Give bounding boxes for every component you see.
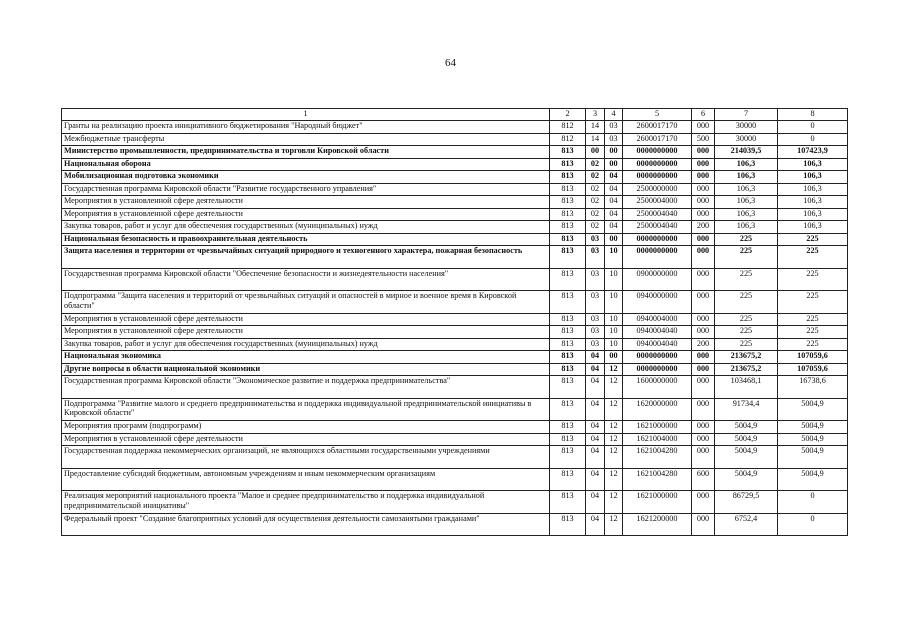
section-cell: 02	[586, 183, 605, 196]
subsection-cell: 12	[605, 398, 623, 421]
table-row	[62, 491, 848, 514]
target-article-cell: 0900000000	[623, 268, 692, 291]
amount-2021-cell: 103468,1	[715, 376, 778, 399]
admin-code-cell: 813	[550, 233, 586, 246]
row-name-cell: Государственная программа Кировской области "Обеспечение безопасности и жизнедеятельности населения"	[62, 268, 550, 291]
amount-2021-cell: 6752,4	[715, 513, 778, 536]
row-name-cell: Закупка товаров, работ и услуг для обеспечения государственных (муниципальных) нужд	[62, 221, 550, 234]
table-row	[62, 338, 848, 351]
admin-code-cell: 813	[550, 171, 586, 184]
expense-type-cell: 000	[692, 268, 715, 291]
amount-2021-cell: 106,3	[715, 221, 778, 234]
amount-2022-cell: 0	[778, 121, 848, 134]
amount-2021-cell: 86729,5	[715, 491, 778, 514]
amount-2022-cell: 107423,9	[778, 146, 848, 159]
expense-type-cell: 000	[692, 398, 715, 421]
header-cell: 8	[778, 109, 848, 121]
section-cell: 02	[586, 208, 605, 221]
subsection-cell: 12	[605, 433, 623, 446]
target-article-cell: 0000000000	[623, 158, 692, 171]
row-name-cell: Межбюджетные трансферты	[62, 133, 550, 146]
expense-type-cell: 200	[692, 221, 715, 234]
section-cell: 04	[586, 351, 605, 364]
row-name-cell: Мероприятия в установленной сфере деятельности	[62, 208, 550, 221]
subsection-cell: 04	[605, 208, 623, 221]
amount-2021-cell: 106,3	[715, 171, 778, 184]
section-cell: 03	[586, 291, 605, 314]
section-cell: 04	[586, 433, 605, 446]
amount-2022-cell: 0	[778, 133, 848, 146]
amount-2022-cell: 225	[778, 233, 848, 246]
amount-2022-cell: 225	[778, 246, 848, 269]
row-name-cell: Федеральный проект "Создание благоприятных условий для осуществления деятельности самозанятыми гражданами"	[62, 513, 550, 536]
target-article-cell: 0940000000	[623, 291, 692, 314]
amount-2022-cell: 5004,9	[778, 433, 848, 446]
subsection-cell: 00	[605, 351, 623, 364]
row-name-cell: Другие вопросы в области национальной экономики	[62, 363, 550, 376]
admin-code-cell: 813	[550, 208, 586, 221]
subsection-cell: 12	[605, 468, 623, 491]
row-name-cell: Реализация мероприятий национального проекта "Малое и среднее предпринимательство и поддержка индивидуальной предпринимательской инициативы"	[62, 491, 550, 514]
subsection-cell: 12	[605, 421, 623, 434]
section-cell: 04	[586, 398, 605, 421]
target-article-cell: 2500004000	[623, 196, 692, 209]
admin-code-cell: 812	[550, 121, 586, 134]
table-row	[62, 433, 848, 446]
subsection-cell: 10	[605, 268, 623, 291]
subsection-cell: 00	[605, 233, 623, 246]
target-article-cell: 1600000000	[623, 376, 692, 399]
amount-2022-cell: 106,3	[778, 196, 848, 209]
table-row	[62, 133, 848, 146]
amount-2021-cell: 30000	[715, 121, 778, 134]
amount-2022-cell: 225	[778, 338, 848, 351]
target-article-cell: 2500004040	[623, 208, 692, 221]
expense-type-cell: 500	[692, 133, 715, 146]
table-row	[62, 183, 848, 196]
expense-type-cell: 000	[692, 376, 715, 399]
expense-type-cell: 000	[692, 513, 715, 536]
amount-2022-cell: 106,3	[778, 183, 848, 196]
table-row	[62, 146, 848, 159]
row-name-cell: Подпрограмма "Защита населения и территорий от чрезвычайных ситуаций и опасностей в мирное и военное время в Кировской области"	[62, 291, 550, 314]
page-number: 64	[445, 57, 456, 69]
expense-type-cell: 600	[692, 468, 715, 491]
amount-2022-cell: 225	[778, 313, 848, 326]
subsection-cell: 03	[605, 133, 623, 146]
row-name-cell: Мероприятия в установленной сфере деятельности	[62, 196, 550, 209]
target-article-cell: 0940004040	[623, 326, 692, 339]
section-cell: 03	[586, 246, 605, 269]
amount-2022-cell: 5004,9	[778, 446, 848, 469]
table-row	[62, 363, 848, 376]
expense-type-cell: 000	[692, 121, 715, 134]
section-cell: 02	[586, 158, 605, 171]
admin-code-cell: 813	[550, 446, 586, 469]
admin-code-cell: 813	[550, 491, 586, 514]
admin-code-cell: 813	[550, 513, 586, 536]
target-article-cell: 1621000000	[623, 421, 692, 434]
amount-2021-cell: 5004,9	[715, 446, 778, 469]
amount-2022-cell: 5004,9	[778, 421, 848, 434]
amount-2022-cell: 5004,9	[778, 468, 848, 491]
admin-code-cell: 813	[550, 326, 586, 339]
admin-code-cell: 813	[550, 291, 586, 314]
expense-type-cell: 000	[692, 363, 715, 376]
expense-type-cell: 000	[692, 246, 715, 269]
amount-2022-cell: 5004,9	[778, 398, 848, 421]
row-name-cell: Мобилизационная подготовка экономики	[62, 171, 550, 184]
amount-2021-cell: 106,3	[715, 183, 778, 196]
expense-type-cell: 000	[692, 351, 715, 364]
row-name-cell: Государственная программа Кировской области "Развитие государственного управления"	[62, 183, 550, 196]
table-row	[62, 208, 848, 221]
amount-2021-cell: 106,3	[715, 158, 778, 171]
amount-2021-cell: 225	[715, 246, 778, 269]
admin-code-cell: 813	[550, 433, 586, 446]
admin-code-cell: 813	[550, 158, 586, 171]
expense-type-cell: 000	[692, 326, 715, 339]
target-article-cell: 1620000000	[623, 398, 692, 421]
subsection-cell: 04	[605, 183, 623, 196]
expense-type-cell: 000	[692, 421, 715, 434]
table-row	[62, 313, 848, 326]
table-row	[62, 233, 848, 246]
target-article-cell: 0940004000	[623, 313, 692, 326]
amount-2021-cell: 225	[715, 291, 778, 314]
subsection-cell: 00	[605, 146, 623, 159]
target-article-cell: 0000000000	[623, 146, 692, 159]
subsection-cell: 12	[605, 446, 623, 469]
subsection-cell: 04	[605, 196, 623, 209]
section-cell: 02	[586, 171, 605, 184]
subsection-cell: 10	[605, 291, 623, 314]
row-name-cell: Гранты на реализацию проекта инициативного бюджетирования "Народный бюджет"	[62, 121, 550, 134]
amount-2021-cell: 30000	[715, 133, 778, 146]
admin-code-cell: 813	[550, 376, 586, 399]
section-cell: 04	[586, 376, 605, 399]
target-article-cell: 2500000000	[623, 183, 692, 196]
row-name-cell: Предоставление субсидий бюджетным, автономным учреждениям и иным некоммерческим организациям	[62, 468, 550, 491]
row-name-cell: Мероприятия в установленной сфере деятельности	[62, 326, 550, 339]
header-cell: 7	[715, 109, 778, 121]
expense-type-cell: 000	[692, 196, 715, 209]
amount-2022-cell: 106,3	[778, 171, 848, 184]
expense-type-cell: 000	[692, 291, 715, 314]
target-article-cell: 0000000000	[623, 363, 692, 376]
amount-2021-cell: 225	[715, 268, 778, 291]
table-row	[62, 291, 848, 314]
table-row	[62, 446, 848, 469]
section-cell: 02	[586, 196, 605, 209]
row-name-cell: Защита населения и территории от чрезвычайных ситуаций природного и техногенного характера, пожарная безопасность	[62, 246, 550, 269]
section-cell: 03	[586, 326, 605, 339]
budget-table-body	[62, 109, 848, 536]
expense-type-cell: 000	[692, 208, 715, 221]
section-cell: 02	[586, 221, 605, 234]
section-cell: 03	[586, 268, 605, 291]
subsection-cell: 10	[605, 338, 623, 351]
amount-2022-cell: 0	[778, 491, 848, 514]
target-article-cell: 2600017170	[623, 121, 692, 134]
expense-type-cell: 000	[692, 158, 715, 171]
amount-2021-cell: 91734,4	[715, 398, 778, 421]
section-cell: 00	[586, 146, 605, 159]
section-cell: 04	[586, 421, 605, 434]
admin-code-cell: 813	[550, 146, 586, 159]
admin-code-cell: 813	[550, 351, 586, 364]
amount-2021-cell: 106,3	[715, 196, 778, 209]
admin-code-cell: 813	[550, 313, 586, 326]
expense-type-cell: 000	[692, 313, 715, 326]
table-row	[62, 221, 848, 234]
amount-2021-cell: 225	[715, 338, 778, 351]
amount-2022-cell: 16738,6	[778, 376, 848, 399]
row-name-cell: Мероприятия в установленной сфере деятельности	[62, 313, 550, 326]
target-article-cell: 2600017170	[623, 133, 692, 146]
row-name-cell: Мероприятия программ (подпрограмм)	[62, 421, 550, 434]
section-cell: 04	[586, 513, 605, 536]
amount-2022-cell: 225	[778, 268, 848, 291]
table-row	[62, 513, 848, 536]
target-article-cell: 1621200000	[623, 513, 692, 536]
table-row	[62, 398, 848, 421]
subsection-cell: 12	[605, 376, 623, 399]
section-cell: 14	[586, 121, 605, 134]
target-article-cell: 0000000000	[623, 171, 692, 184]
table-row	[62, 121, 848, 134]
expense-type-cell: 000	[692, 183, 715, 196]
row-name-cell: Подпрограмма "Развитие малого и среднего предпринимательства и поддержка индивидуальной предпринимательской инициативы в Кировской области"	[62, 398, 550, 421]
target-article-cell: 0000000000	[623, 233, 692, 246]
amount-2021-cell: 213675,2	[715, 363, 778, 376]
row-name-cell: Государственная программа Кировской области "Экономическое развитие и поддержка предпринимательства"	[62, 376, 550, 399]
section-cell: 04	[586, 468, 605, 491]
table-row	[62, 171, 848, 184]
amount-2021-cell: 225	[715, 233, 778, 246]
section-cell: 14	[586, 133, 605, 146]
expense-type-cell: 000	[692, 171, 715, 184]
expense-type-cell: 000	[692, 491, 715, 514]
table-row	[62, 268, 848, 291]
target-article-cell: 1621000000	[623, 491, 692, 514]
amount-2021-cell: 106,3	[715, 208, 778, 221]
amount-2022-cell: 225	[778, 291, 848, 314]
amount-2022-cell: 225	[778, 326, 848, 339]
table-row	[62, 376, 848, 399]
table-row	[62, 158, 848, 171]
target-article-cell: 0000000000	[623, 351, 692, 364]
section-cell: 04	[586, 446, 605, 469]
row-name-cell: Национальная оборона	[62, 158, 550, 171]
subsection-cell: 12	[605, 363, 623, 376]
header-cell: 3	[586, 109, 605, 121]
amount-2022-cell: 106,3	[778, 221, 848, 234]
subsection-cell: 12	[605, 491, 623, 514]
subsection-cell: 04	[605, 171, 623, 184]
target-article-cell: 2500004040	[623, 221, 692, 234]
table-row	[62, 421, 848, 434]
table-row	[62, 246, 848, 269]
expense-type-cell: 000	[692, 233, 715, 246]
admin-code-cell: 813	[550, 246, 586, 269]
admin-code-cell: 813	[550, 363, 586, 376]
header-cell: 1	[62, 109, 550, 121]
header-cell: 4	[605, 109, 623, 121]
admin-code-cell: 813	[550, 468, 586, 491]
subsection-cell: 10	[605, 246, 623, 269]
expense-type-cell: 000	[692, 433, 715, 446]
section-cell: 04	[586, 363, 605, 376]
row-name-cell: Министерство промышленности, предпринимательства и торговли Кировской области	[62, 146, 550, 159]
amount-2021-cell: 213675,2	[715, 351, 778, 364]
table-row	[62, 196, 848, 209]
row-name-cell: Национальная безопасность и правоохранительная деятельность	[62, 233, 550, 246]
row-name-cell: Национальная экономика	[62, 351, 550, 364]
subsection-cell: 12	[605, 513, 623, 536]
table-row	[62, 351, 848, 364]
subsection-cell: 00	[605, 158, 623, 171]
amount-2022-cell: 107059,6	[778, 363, 848, 376]
amount-2021-cell: 5004,9	[715, 421, 778, 434]
expense-type-cell: 000	[692, 446, 715, 469]
amount-2021-cell: 225	[715, 313, 778, 326]
row-name-cell: Закупка товаров, работ и услуг для обеспечения государственных (муниципальных) нужд	[62, 338, 550, 351]
admin-code-cell: 813	[550, 196, 586, 209]
amount-2022-cell: 106,3	[778, 158, 848, 171]
admin-code-cell: 813	[550, 183, 586, 196]
admin-code-cell: 813	[550, 398, 586, 421]
amount-2021-cell: 5004,9	[715, 433, 778, 446]
budget-table	[61, 108, 848, 536]
target-article-cell: 1621004280	[623, 468, 692, 491]
expense-type-cell: 200	[692, 338, 715, 351]
admin-code-cell: 813	[550, 268, 586, 291]
subsection-cell: 10	[605, 326, 623, 339]
table-row	[62, 326, 848, 339]
table-header-row	[62, 109, 848, 121]
section-cell: 03	[586, 338, 605, 351]
admin-code-cell: 813	[550, 338, 586, 351]
amount-2022-cell: 107059,6	[778, 351, 848, 364]
subsection-cell: 04	[605, 221, 623, 234]
section-cell: 03	[586, 233, 605, 246]
header-cell: 5	[623, 109, 692, 121]
admin-code-cell: 813	[550, 221, 586, 234]
admin-code-cell: 812	[550, 133, 586, 146]
header-cell: 2	[550, 109, 586, 121]
header-cell: 6	[692, 109, 715, 121]
row-name-cell: Мероприятия в установленной сфере деятельности	[62, 433, 550, 446]
table-row	[62, 468, 848, 491]
section-cell: 04	[586, 491, 605, 514]
subsection-cell: 03	[605, 121, 623, 134]
amount-2022-cell: 0	[778, 513, 848, 536]
amount-2021-cell: 225	[715, 326, 778, 339]
target-article-cell: 1621004000	[623, 433, 692, 446]
target-article-cell: 1621004280	[623, 446, 692, 469]
admin-code-cell: 813	[550, 421, 586, 434]
row-name-cell: Государственная поддержка некоммерческих организаций, не являющихся областными государственными учреждениями	[62, 446, 550, 469]
target-article-cell: 0000000000	[623, 246, 692, 269]
amount-2021-cell: 214039,5	[715, 146, 778, 159]
amount-2022-cell: 106,3	[778, 208, 848, 221]
amount-2021-cell: 5004,9	[715, 468, 778, 491]
target-article-cell: 0940004040	[623, 338, 692, 351]
subsection-cell: 10	[605, 313, 623, 326]
section-cell: 03	[586, 313, 605, 326]
expense-type-cell: 000	[692, 146, 715, 159]
